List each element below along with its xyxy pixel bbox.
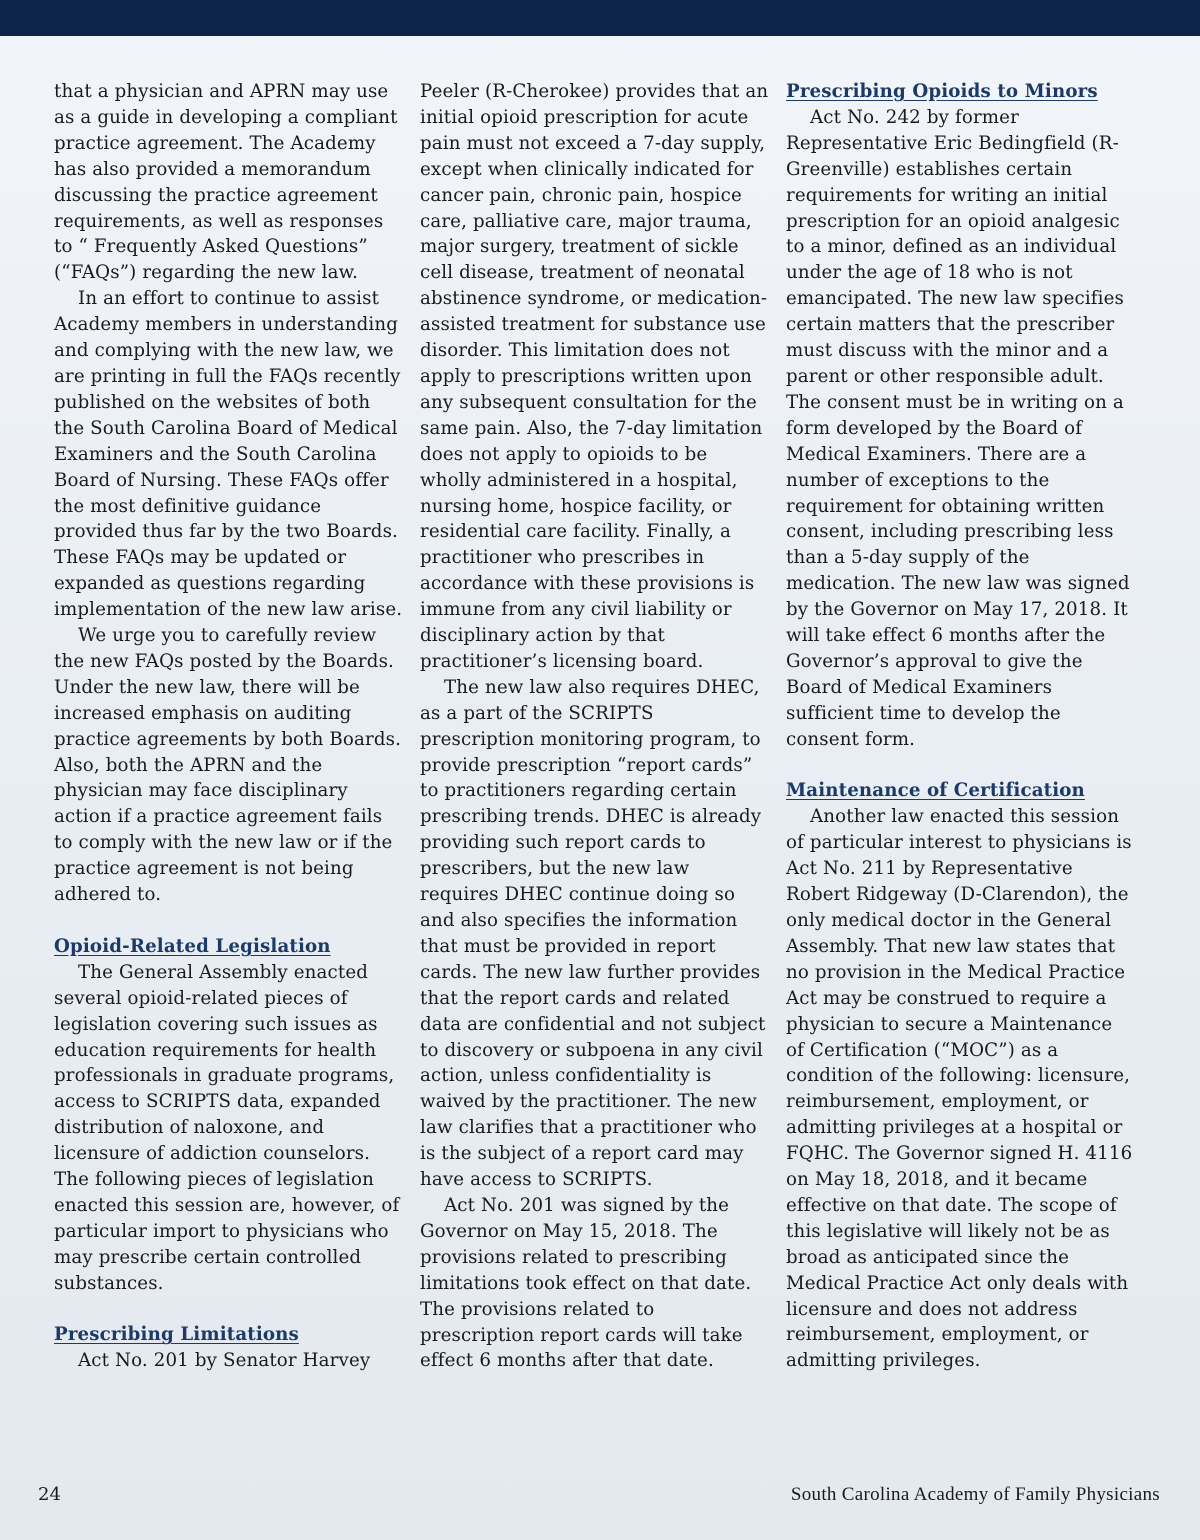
- section-heading: Prescribing Opioids to Minors: [786, 81, 1098, 102]
- article-column-1: [54, 79, 404, 1374]
- body-paragraph: In an effort to continue to assist Academy members in understanding and complying with the new law, we are printing in full the FAQs recently published on the websites of both the South Carolina Board of Medical Examiners and the South Carolina Board of Nursing. These FAQs offer the most definitive guidance provided thus far by the two Boards. These FAQs may be updated or expanded as questions regarding implementation of the new law arise.: [54, 288, 403, 621]
- body-paragraph: Peeler (R-Cherokee) provides that an initial opioid prescription for acute pain must not exceed a 7-day supply, except when clinically indicated for cancer pain, chronic pain, hospice care, palliative care, major trauma, major surgery, treatment of sickle cell disease, treatment of neonatal abstinence syndrome, or medication-assisted treatment for substance use disorder. This limitation does not apply to prescriptions written upon any subsequent consultation for the same pain. Also, the 7-day limitation does not apply to opioids to be wholly administered in a hospital, nursing home, hospice facility, or residential care facility. Finally, a practitioner who prescribes in accordance with these provisions is immune from any civil liability or disciplinary action by that practitioner’s licensing board.: [420, 81, 769, 672]
- article-column-3: [786, 79, 1136, 1374]
- body-paragraph: Act No. 201 by Senator Harvey: [78, 1350, 371, 1372]
- body-paragraph: Act No. 201 was signed by the Governor on May 15, 2018. The provisions related to prescribing limitations took effect on that date. The provisions related to prescription report cards will take effect 6 months after that date.: [420, 1194, 752, 1372]
- body-paragraph: Another law enacted this session of particular interest to physicians is Act No. 211 by Representative Robert Ridgeway (D-Clarendon), the only medical doctor in the General Assembly. That new law states that no provision in the Medical Practice Act may be construed to require a physician to secure a Maintenance of Certification (“MOC”) as a condition of the following: licensure, reimbursement, employment, or admitting privileges at a hospital or FQHC. The Governor signed H. 4116 on May 18, 2018, and it became effective on that date. The scope of this legislative will likely not be as broad as anticipated since the Medical Practice Act only deals with licensure and does not address reimbursement, employment, or admitting privileges.: [786, 806, 1133, 1372]
- body-paragraph: The General Assembly enacted several opioid-related pieces of legislation covering such issues as education requirements for health professionals in graduate programs, access to SCRIPTS data, expanded distribution of naloxone, and licensure of addiction counselors. The following pieces of legislation enacted this session are, however, of particular import to physicians who may prescribe certain controlled substances.: [54, 961, 400, 1294]
- section-heading: Opioid-Related Legislation: [54, 935, 331, 957]
- publication-name: South Carolina Academy of Family Physicians: [790, 1484, 1160, 1505]
- body-paragraph: The new law also requires DHEC, as a part of the SCRIPTS prescription monitoring program, to provide prescription “report cards” to practitioners regarding certain prescribing trends. DHEC is already providing such report cards to prescribers, but the new law requires DHEC continue doing so and also specifies the information that must be provided in report cards. The new law further provides that the report cards and related data are confidential and not subject to discovery or subpoena in any civil action, unless confidentiality is waived by the practitioner. The new law clarifies that a practitioner who is the subject of a report card may have access to SCRIPTS.: [420, 676, 766, 1191]
- body-paragraph: that a physician and APRN may use as a guide in developing a compliant practice agreement. The Academy has also provided a memorandum discussing the practice agreement requirements, as well as responses to “ Frequently Asked Questions” (“FAQs”) regarding the new law.: [54, 81, 398, 284]
- section-heading: Prescribing Limitations: [54, 1324, 299, 1346]
- article-column-2: [420, 79, 770, 1374]
- body-paragraph: Act No. 242 by former Representative Eric Bedingfield (R- Greenville) establishes certain requirements for writing an initial prescription for an opioid analgesic to a minor, defined as an individual under the age of 18 who is not emancipated. The new law specifies certain matters that the prescriber must discuss with the minor and a parent or other responsible adult. The consent must be in writing on a form developed by the Board of Medical Examiners. There are a number of exceptions to the requirement for obtaining written consent, including prescribing less than a 5-day supply of the medication. The new law was signed by the Governor on May 17, 2018. It will take effect 6 months after the Governor’s approval to give the Board of Medical Examiners sufficient time to develop the consent form.: [786, 106, 1130, 750]
- page-number: 24: [38, 1484, 61, 1505]
- header-band: [0, 0, 1200, 36]
- paragraph-spacer: [54, 908, 404, 934]
- body-paragraph: We urge you to carefully review the new FAQs posted by the Boards. Under the new law, there will be increased emphasis on auditing practice agreements by both Boards. Also, both the APRN and the physician may face disciplinary action if a practice agreement fails to comply with the new law or if the practice agreement is not being adhered to.: [54, 625, 402, 906]
- paragraph-spacer: [786, 753, 1136, 779]
- section-heading: Maintenance of Certification: [786, 780, 1085, 802]
- paragraph-spacer: [54, 1297, 404, 1323]
